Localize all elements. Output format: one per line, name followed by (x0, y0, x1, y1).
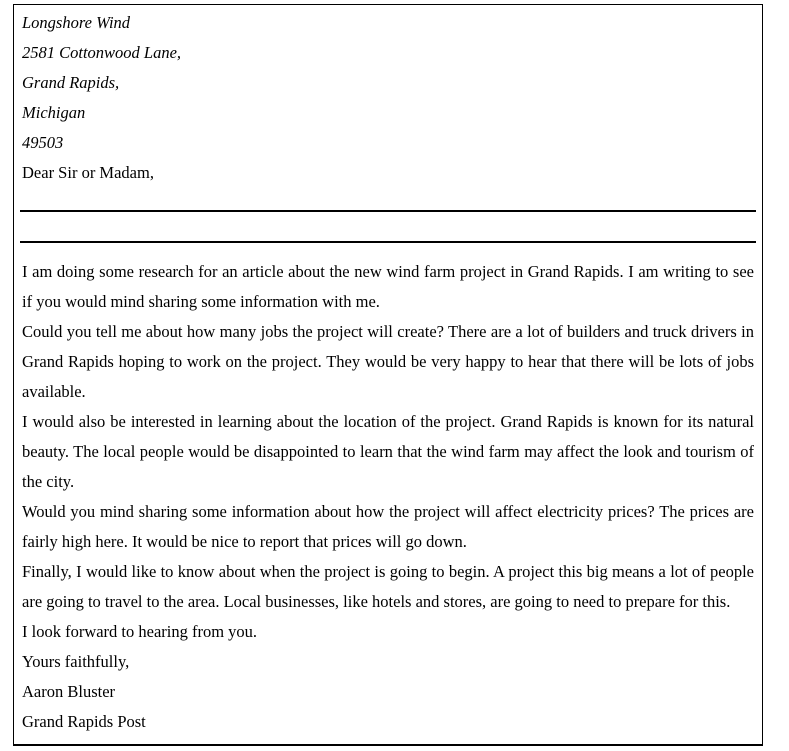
sender-line: Michigan (22, 103, 86, 122)
paragraph: I look forward to hearing from you. (22, 622, 258, 641)
paragraph: I would also be interested in learning about the location of the project. Grand Rapids is known for its natural beauty. The local people would be disappointed to learn that the wind farm may affect the look and tourism of the city. (22, 412, 754, 491)
blank-ruled-line (20, 212, 756, 243)
paragraph: I am doing some research for an article about the new wind farm project in Grand Rapids. I am writing to see if you would mind sharing some information with me. (22, 262, 754, 311)
paragraph: Could you tell me about how many jobs the project will create? There are a lot of builders and truck drivers in Grand Rapids hoping to work on the project. They would be very happy to hear that there will be lots of jobs available. (22, 322, 754, 401)
signature-block (22, 647, 754, 737)
closing: Yours faithfully, (22, 652, 130, 671)
paragraph: Finally, I would like to know about when the project is going to begin. A project this big means a lot of people are going to travel to the area. Local businesses, like hotels and stores, are going to need to prepare for this. (22, 562, 754, 611)
sender-line: 49503 (22, 133, 64, 152)
signature-name: Aaron Bluster (22, 682, 116, 701)
blank-ruled-line (20, 188, 756, 212)
sender-line: Longshore Wind (22, 13, 131, 32)
letter-document (13, 4, 763, 746)
signature-org: Grand Rapids Post (22, 712, 146, 731)
letter-body (22, 257, 754, 647)
sender-line: Grand Rapids, (22, 73, 120, 92)
sender-address-block (22, 8, 754, 158)
paragraph: Would you mind sharing some information about how the project will affect electricity prices? The prices are fairly high here. It would be nice to report that prices will go down. (22, 502, 754, 551)
salutation: Dear Sir or Madam, (22, 163, 154, 182)
sender-line: 2581 Cottonwood Lane, (22, 43, 182, 62)
